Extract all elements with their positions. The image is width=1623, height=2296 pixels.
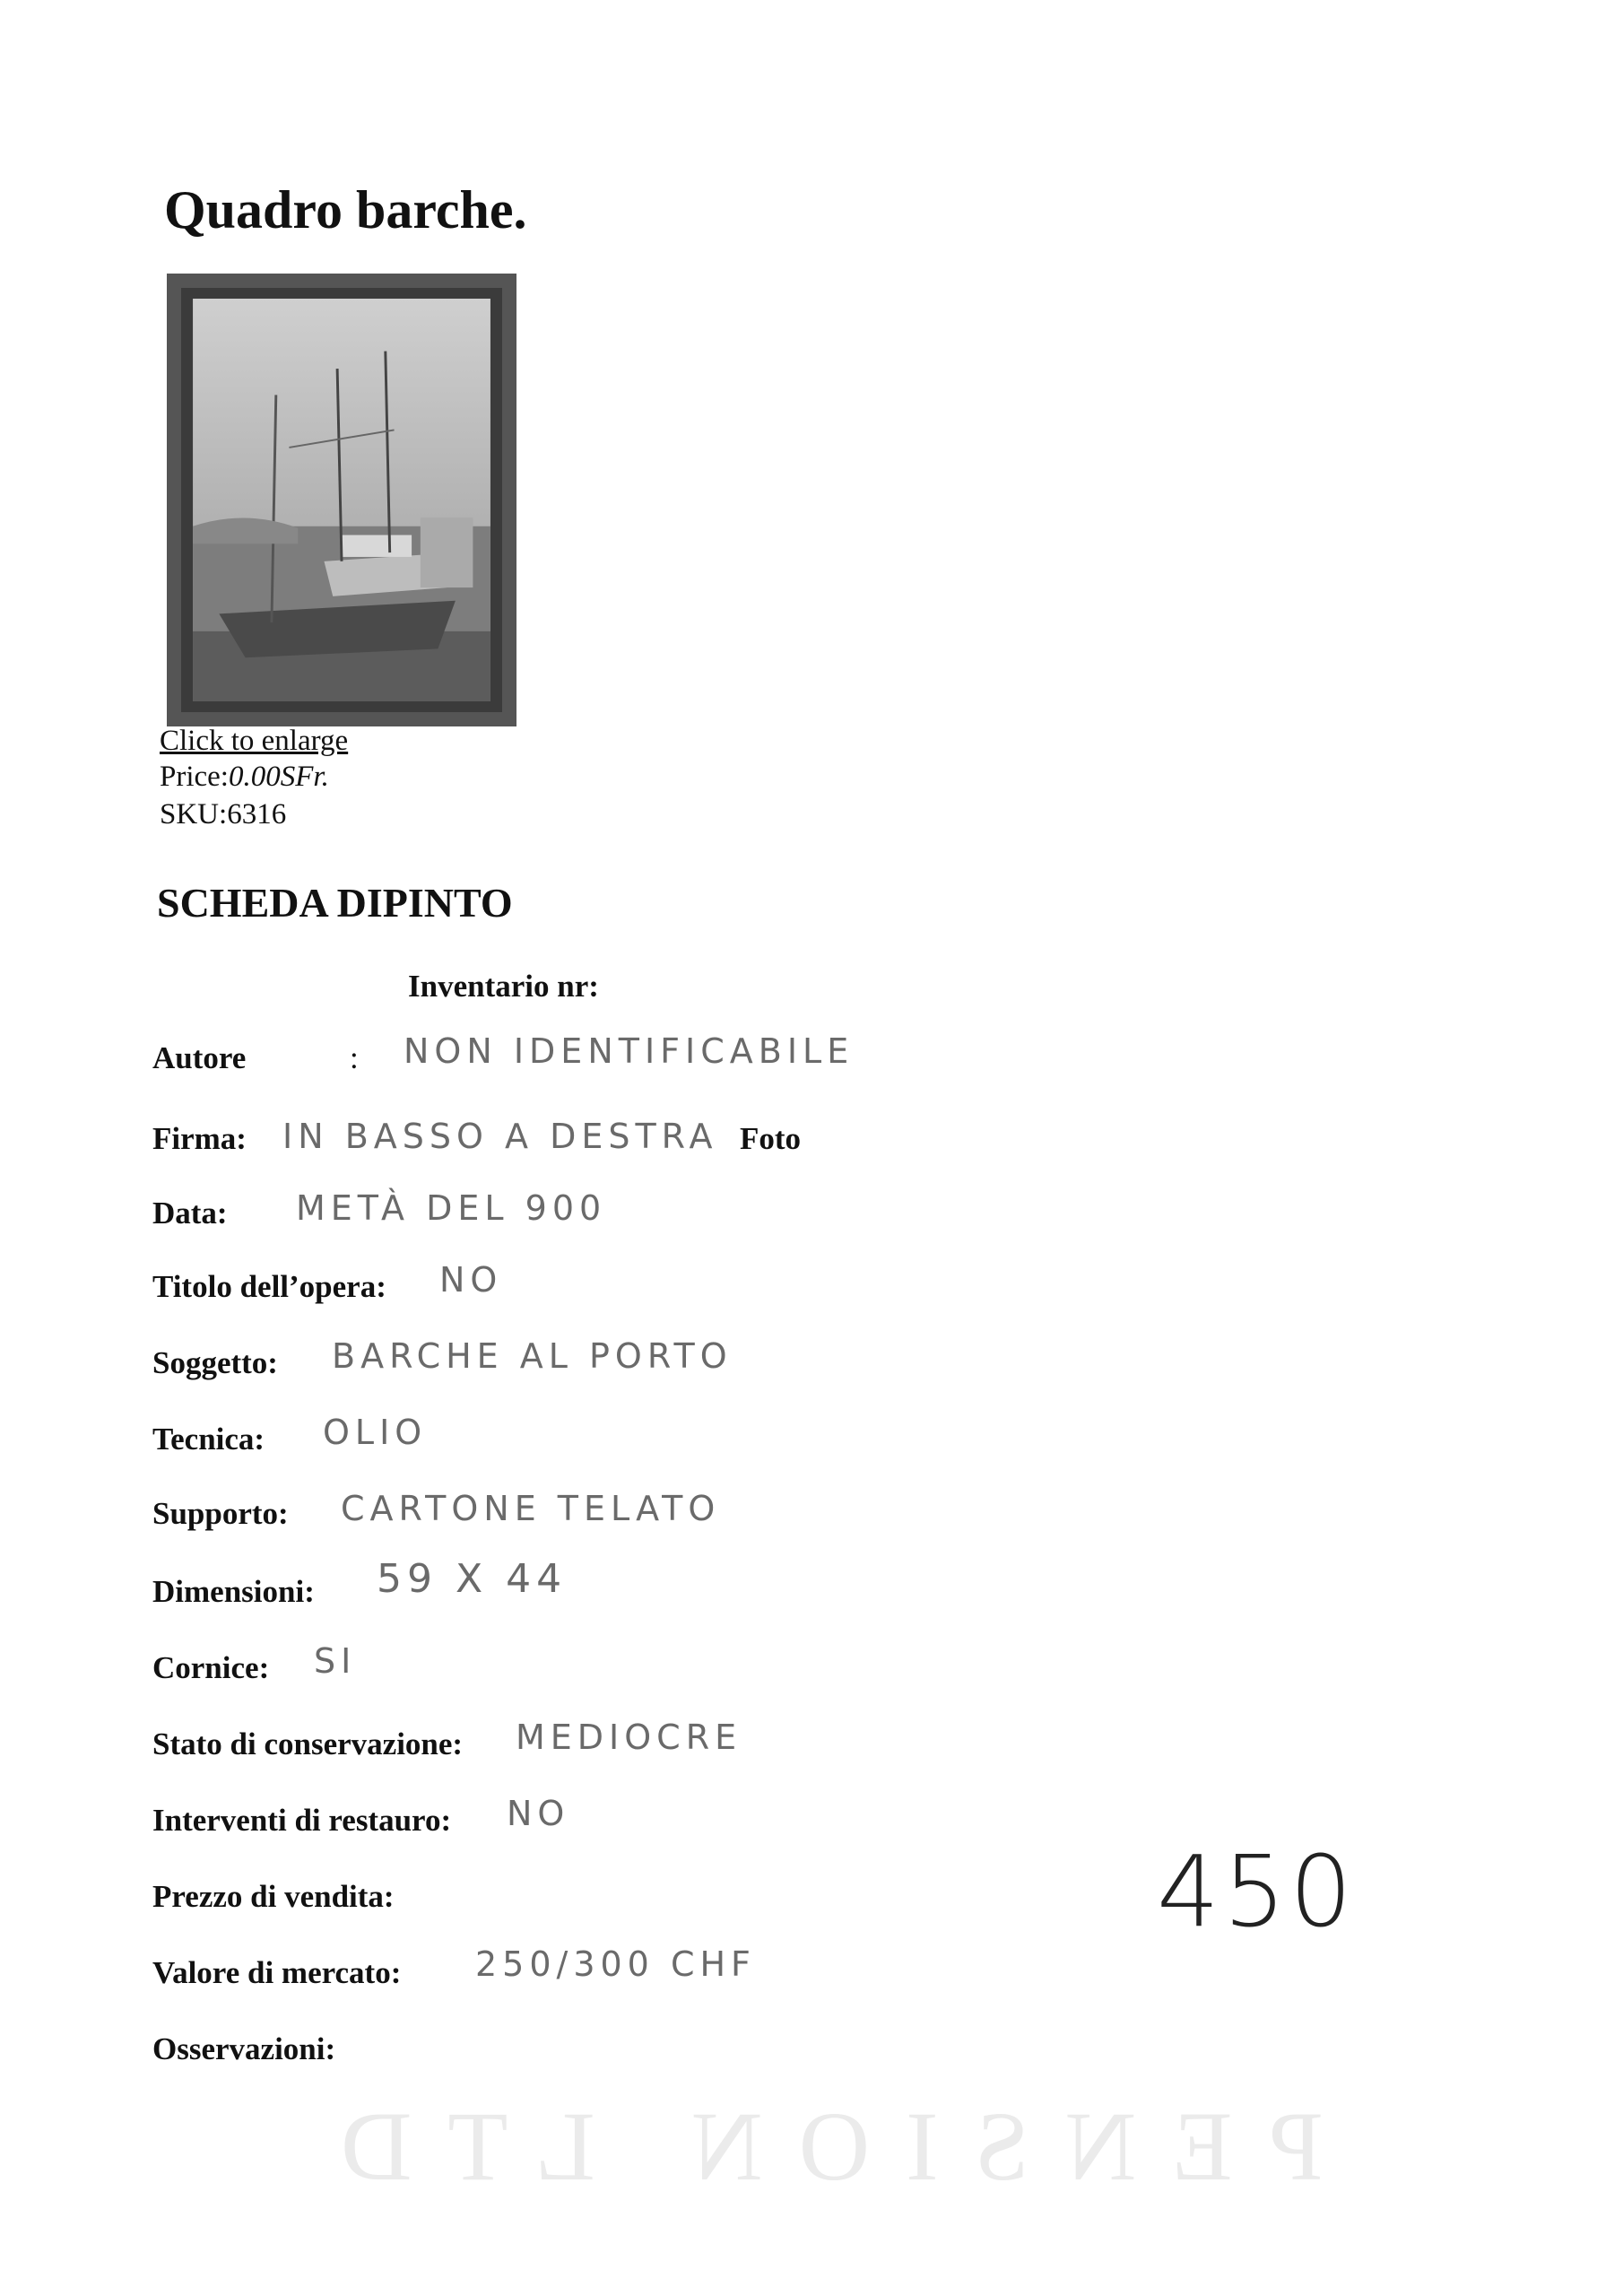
sku-label: SKU:	[160, 798, 228, 831]
page-title: Quadro barche.	[164, 180, 527, 239]
notes-label: Osservazioni:	[152, 2031, 336, 2066]
dimensions-value: 59 X 44	[377, 1556, 568, 1602]
bleed-through-text: PENSION LTD	[305, 2092, 1324, 2201]
inventory-label: Inventario nr:	[408, 969, 599, 1004]
frame-value: SI	[314, 1641, 357, 1681]
dimensions-label: Dimensioni:	[152, 1574, 315, 1609]
market-value: 250/300 CHF	[475, 1944, 756, 1984]
sale-price-label: Prezzo di vendita:	[152, 1879, 395, 1914]
subject-value: BARCHE AL PORTO	[332, 1336, 733, 1376]
support-label: Supporto:	[152, 1496, 289, 1531]
price-line	[160, 761, 329, 794]
photo-label: Foto	[740, 1121, 802, 1156]
date-value: METÀ DEL 900	[296, 1188, 607, 1228]
handwritten-price: 450	[1157, 1834, 1356, 1949]
author-value: NON IDENTIFICABILE	[404, 1031, 855, 1071]
support-value: CARTONE TELATO	[341, 1489, 721, 1528]
sku-value: 6316	[227, 798, 287, 831]
click-to-enlarge-link[interactable]: Click to enlarge	[160, 725, 349, 757]
boats-painting-image	[192, 299, 491, 701]
painting-thumbnail[interactable]	[167, 274, 516, 726]
restoration-value: NO	[507, 1794, 570, 1833]
condition-value: MEDIOCRE	[516, 1718, 742, 1757]
subject-label: Soggetto:	[152, 1345, 278, 1380]
price-value: 0.00SFr.	[228, 761, 329, 793]
frame-label: Cornice:	[152, 1650, 270, 1685]
restoration-label: Interventi di restauro:	[152, 1803, 452, 1838]
market-value-label: Valore di mercato:	[152, 1955, 402, 1990]
technique-label: Tecnica:	[152, 1422, 265, 1457]
work-title-label: Titolo dell’opera:	[152, 1269, 386, 1304]
condition-label: Stato di conservazione:	[152, 1726, 464, 1761]
technique-value: OLIO	[323, 1413, 428, 1452]
date-label: Data:	[152, 1196, 228, 1231]
author-label: Autore	[152, 1040, 247, 1075]
sku-line	[160, 798, 286, 831]
author-colon: :	[350, 1040, 359, 1075]
price-label: Price:	[160, 761, 229, 793]
work-title-value: NO	[439, 1260, 503, 1300]
sheet-heading: SCHEDA DIPINTO	[157, 880, 513, 926]
signature-label: Firma:	[152, 1121, 247, 1156]
signature-value: IN BASSO A DESTRA	[282, 1117, 718, 1156]
